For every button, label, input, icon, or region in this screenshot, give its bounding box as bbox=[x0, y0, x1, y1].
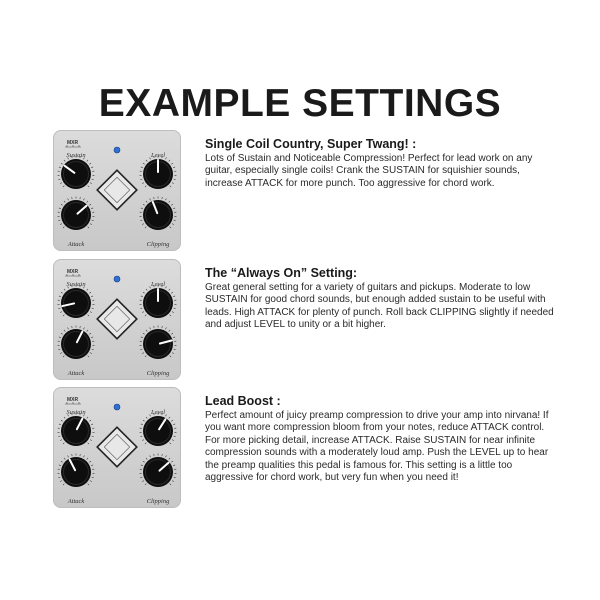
brand-logo bbox=[65, 397, 81, 404]
clipping-knob[interactable] bbox=[140, 326, 177, 360]
sustain-knob[interactable] bbox=[58, 156, 95, 190]
pedal-diagram bbox=[53, 130, 181, 251]
setting-description bbox=[205, 137, 555, 190]
attack-knob[interactable] bbox=[58, 197, 95, 231]
sustain-knob[interactable] bbox=[58, 285, 95, 319]
brand-logo bbox=[65, 140, 81, 147]
attack-label: Attack bbox=[67, 370, 85, 377]
level-label: Level bbox=[150, 281, 166, 288]
clipping-label: Clipping bbox=[146, 370, 170, 377]
setting-text: Lots of Sustain and Noticeable Compression! Perfect for lead work on any guitar, especially single coils! Crank the SUSTAIN for squishier sounds, increase ATTACK for more punch. Too aggressive for chord work. bbox=[205, 153, 533, 189]
level-label: Level bbox=[150, 152, 166, 159]
level-knob[interactable] bbox=[140, 285, 177, 319]
attack-knob[interactable] bbox=[58, 326, 95, 360]
pedal-diagram bbox=[53, 259, 181, 380]
brand-text: MXR bbox=[67, 269, 79, 275]
footswitch-diamond bbox=[97, 299, 137, 339]
setting-description bbox=[205, 394, 555, 484]
led-indicator bbox=[114, 147, 120, 153]
setting-title: The “Always On” Setting: bbox=[205, 266, 358, 280]
setting-text: Perfect amount of juicy preamp compression to drive your amp into nirvana! If you want more compression bloom from your notes, reduce ATTACK control. For more picking detail, increase ATTACK. Raise SUSTAIN for near infinite compression sounds with a moderately loud amp. Push the LEVEL up to hear the preamp qualities this pedal is famous for. This setting is a little too aggressive for chord work, but very fun when you need it! bbox=[205, 410, 549, 484]
setting-title: Single Coil Country, Super Twang! : bbox=[205, 137, 417, 151]
setting-text: Great general setting for a variety of guitars and pickups. Moderate to low SUSTAIN for good chord sounds, but enough added sustain to be useful with leads. High ATTACK for plenty of punch. Roll back CLIPPING slightly if needed and adjust LEVEL to unity or a bit higher. bbox=[205, 282, 554, 331]
led-indicator bbox=[114, 404, 120, 410]
setting-description bbox=[205, 266, 555, 332]
clipping-label: Clipping bbox=[146, 241, 170, 248]
footswitch-diamond bbox=[97, 170, 137, 210]
clipping-knob[interactable] bbox=[140, 454, 177, 488]
clipping-label: Clipping bbox=[146, 498, 170, 505]
level-knob[interactable] bbox=[140, 413, 177, 447]
level-knob[interactable] bbox=[140, 156, 177, 190]
attack-label: Attack bbox=[67, 498, 85, 505]
footswitch-diamond bbox=[97, 427, 137, 467]
led-indicator bbox=[114, 276, 120, 282]
brand-text: MXR bbox=[67, 140, 79, 146]
pedal-diagram bbox=[53, 387, 181, 508]
sustain-label: Sustain bbox=[66, 152, 86, 159]
sustain-label: Sustain bbox=[66, 281, 86, 288]
clipping-knob[interactable] bbox=[140, 197, 177, 231]
brand-text: MXR bbox=[67, 397, 79, 403]
sustain-knob[interactable] bbox=[58, 413, 95, 447]
page-title: EXAMPLE SETTINGS bbox=[98, 82, 502, 125]
setting-title: Lead Boost : bbox=[205, 394, 281, 408]
brand-logo bbox=[65, 269, 81, 276]
attack-label: Attack bbox=[67, 241, 85, 248]
sustain-label: Sustain bbox=[66, 409, 86, 416]
level-label: Level bbox=[150, 409, 166, 416]
attack-knob[interactable] bbox=[58, 454, 95, 488]
